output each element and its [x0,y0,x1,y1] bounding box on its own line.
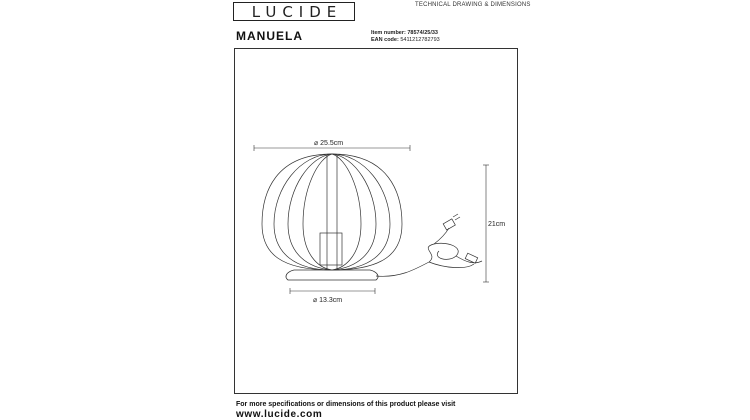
lucide-logo [233,2,355,21]
technical-drawing [234,48,518,394]
product-title: MANUELA [236,29,303,43]
ean-code-value: 5411212782793 [400,37,440,43]
item-number-label: Item number: [371,30,406,36]
ean-code [371,37,440,43]
bulb-holder [320,233,342,265]
power-cord [376,228,482,276]
logo-text: LUCIDE [251,2,343,21]
lamp-shade [262,154,402,270]
item-number [371,30,438,36]
item-number-value: 78574/25/33 [407,30,438,36]
header-note: TECHNICAL DRAWING & DIMENSIONS [415,2,531,8]
base-diameter-label: ⌀ 13.3cm [313,297,343,304]
shade-diameter-label: ⌀ 25.5cm [314,140,344,147]
height-label: 21cm [488,221,506,228]
lamp-base [286,270,378,280]
footer-text: For more specifications or dimensions of this product please visit [236,401,456,408]
ean-code-label: EAN code: [371,37,399,43]
plug-icon [443,214,460,230]
footer-url-link[interactable]: www.lucide.com [236,409,323,420]
base-diameter-dimension [290,288,375,294]
